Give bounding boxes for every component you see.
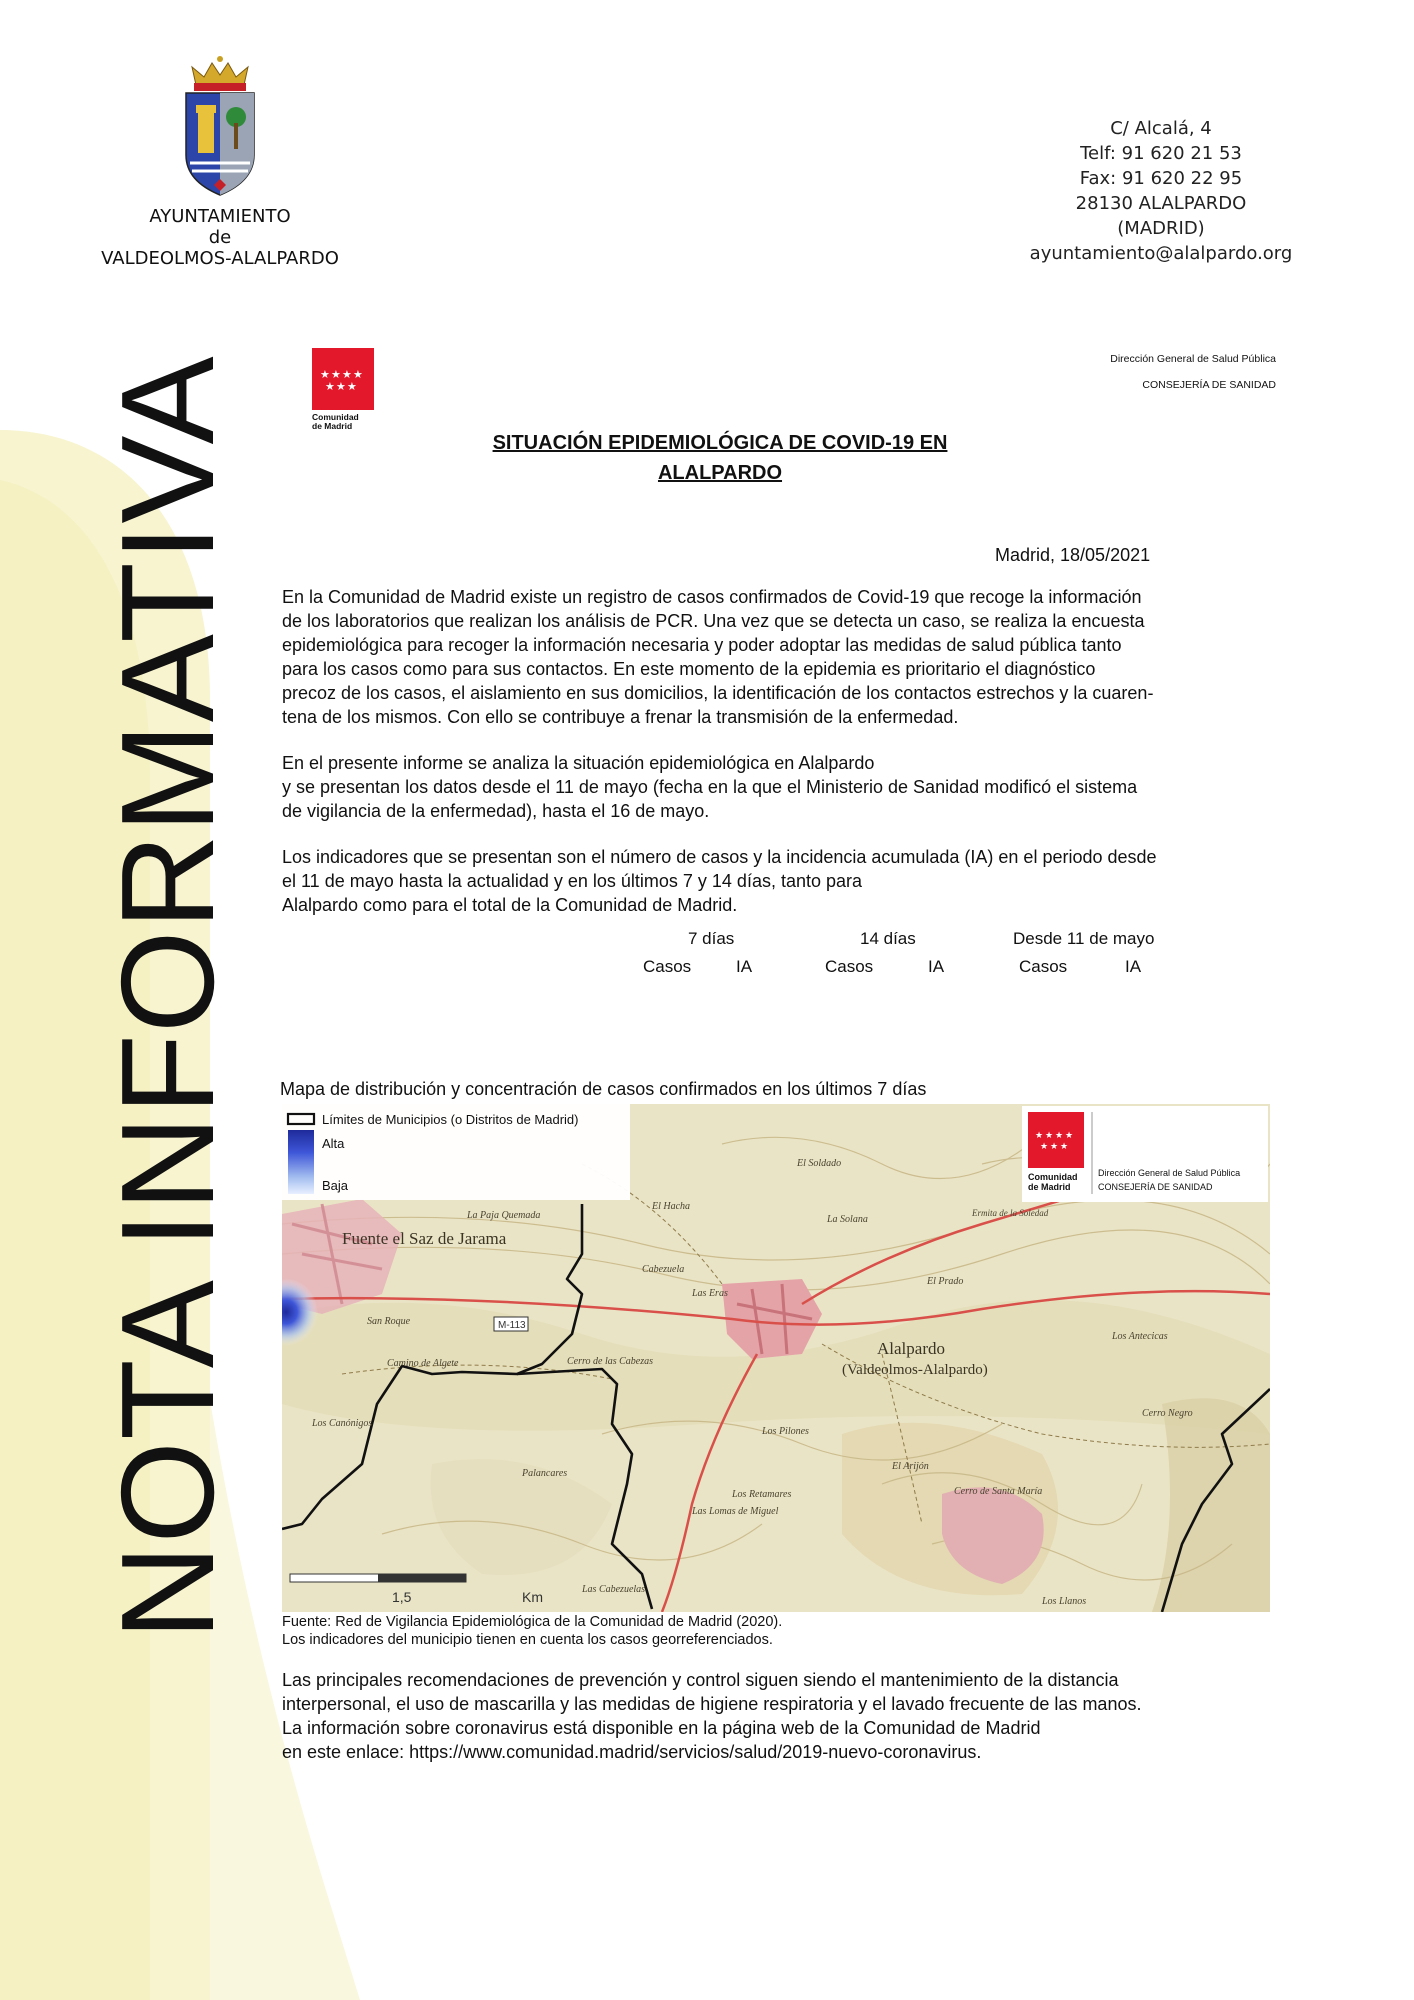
- madrid-stars-icon: [312, 348, 374, 410]
- svg-text:★: ★: [331, 368, 341, 381]
- title-line: ALALPARDO: [657, 462, 783, 484]
- municipality-name-line: VALDEOLMOS-ALALPARDO: [101, 248, 339, 269]
- map-logo-line: de Madrid: [1028, 1182, 1071, 1192]
- paragraph-line: tena de los mismos. Con ello se contribuye a frenar la transmisión de la enfermedad.: [282, 707, 959, 727]
- contact-email[interactable]: ayuntamiento@alalpardo.org: [1029, 243, 1293, 264]
- map-label: Ermita de la Soledad: [972, 1208, 1049, 1218]
- map-label: Camino de Algete: [387, 1358, 459, 1369]
- recommendations-paragraph: [282, 1668, 1282, 1764]
- map-label: La Paja Quemada: [467, 1210, 541, 1221]
- svg-text:★: ★: [1040, 1142, 1049, 1152]
- map-logo-line: Comunidad: [1028, 1172, 1078, 1182]
- indicators-paragraph: [282, 845, 1282, 917]
- svg-text:★: ★: [347, 380, 357, 393]
- svg-text:★: ★: [1055, 1131, 1064, 1141]
- map-label: Los Llanos: [1042, 1596, 1087, 1607]
- table-group-header: Desde 11 de mayo: [1013, 929, 1155, 948]
- paragraph-line: Las principales recomendaciones de prevención y control siguen siendo el mantenimiento de la distancia: [282, 1670, 1119, 1690]
- map-label: Cabezuela: [642, 1264, 685, 1275]
- contact-fax: Fax: 91 620 22 95: [1079, 168, 1243, 189]
- map-label: Las Eras: [692, 1288, 728, 1299]
- map-label: Los Canónigos: [312, 1418, 373, 1429]
- road-label: M-113: [498, 1320, 526, 1331]
- svg-text:★: ★: [1035, 1131, 1044, 1141]
- contact-address: C/ Alcalá, 4: [1110, 118, 1212, 139]
- map-label: San Roque: [367, 1316, 411, 1327]
- contact-postal: 28130 ALALPARDO: [1075, 193, 1247, 214]
- cm-logo-line: Comunidad: [312, 412, 359, 422]
- page-title: [330, 428, 1110, 488]
- map-label: Cerro Negro: [1142, 1408, 1193, 1419]
- map-label: La Solana: [827, 1214, 868, 1225]
- map-label: Los Pilones: [762, 1426, 809, 1437]
- banner-nota-informativa: NOTA INFORMATIVA: [94, 355, 241, 1640]
- municipality-name-line: de: [208, 227, 232, 248]
- map-label: Los Retamares: [732, 1489, 792, 1500]
- paragraph-line: La información sobre coronavirus está disponible en la página web de la Comunidad de Madrid: [282, 1718, 1041, 1738]
- source-note: [282, 1613, 782, 1649]
- paragraph-line: En la Comunidad de Madrid existe un registro de casos confirmados de Covid-19 que recoge la información: [282, 587, 1142, 607]
- contact-phone: Telf: 91 620 21 53: [1080, 143, 1242, 164]
- municipality-contact: [1000, 116, 1322, 266]
- table-subheader: Casos: [825, 957, 874, 976]
- title-line: SITUACIÓN EPIDEMIOLÓGICA DE COVID-19 EN: [492, 432, 948, 454]
- map-label: Las Cabezuelas: [582, 1584, 646, 1595]
- paragraph-line: para los casos como para sus contactos. En este momento de la epidemia es prioritario el diagnóstico: [282, 659, 1096, 679]
- paragraph-line: y se presentan los datos desde el 11 de mayo (fecha en la que el Ministerio de Sanidad modificó el sistema: [282, 777, 1138, 797]
- map-caption: Mapa de distribución y concentración de casos confirmados en los últimos 7 días: [280, 1079, 927, 1099]
- municipal-crest-icon: [178, 55, 262, 201]
- svg-text:★: ★: [1050, 1142, 1059, 1152]
- table-group-header: 7 días: [688, 929, 735, 948]
- consejeria: CONSEJERÍA DE SANIDAD: [1142, 379, 1276, 391]
- paragraph-line[interactable]: en este enlace: https://www.comunidad.madrid/servicios/salud/2019-nuevo-coronavirus.: [282, 1742, 982, 1762]
- svg-text:★: ★: [336, 380, 346, 393]
- legend-boundary: Límites de Municipios (o Distritos de Madrid): [322, 1112, 579, 1127]
- paragraph-line: Alalpardo como para el total de la Comunidad de Madrid.: [282, 895, 738, 915]
- map-logo: [1022, 1106, 1268, 1202]
- paragraph-line: interpersonal, el uso de mascarilla y las medidas de higiene respiratoria y el lavado frecuente de las manos.: [282, 1694, 1142, 1714]
- paragraph-line: En el presente informe se analiza la situación epidemiológica en Alalpardo: [282, 753, 875, 773]
- map-legend: [282, 1104, 630, 1200]
- table-subheader: IA: [736, 957, 753, 976]
- table-group-header: 14 días: [860, 929, 916, 948]
- map-label: El Soldado: [797, 1158, 842, 1169]
- source-line: Los indicadores del municipio tienen en cuenta los casos georreferenciados.: [282, 1632, 773, 1648]
- municipality-name-line: AYUNTAMIENTO: [149, 206, 291, 227]
- comunidad-madrid-logo: [312, 348, 374, 434]
- department-header: [1030, 346, 1276, 398]
- map-label: El Prado: [927, 1276, 964, 1287]
- svg-text:★: ★: [1065, 1131, 1074, 1141]
- paragraph-line: epidemiológica para recoger la información necesaria y poder adoptar las medidas de salud pública tanto: [282, 635, 1122, 655]
- table-subheader: IA: [1125, 957, 1142, 976]
- svg-text:★: ★: [325, 380, 335, 393]
- table-subheader: IA: [928, 957, 945, 976]
- scale-value: 1,5: [392, 1589, 412, 1605]
- paragraph-line: Los indicadores que se presentan son el número de casos y la incidencia acumulada (IA) en el periodo desde: [282, 847, 1157, 867]
- map-label: El Arijón: [892, 1461, 929, 1472]
- map-label: Las Lomas de Miguel: [692, 1506, 779, 1517]
- source-line: Fuente: Red de Vigilancia Epidemiológica de la Comunidad de Madrid (2020).: [282, 1614, 783, 1630]
- map-label: El Hacha: [652, 1201, 691, 1212]
- map-label: Los Antecicas: [1112, 1331, 1168, 1342]
- svg-text:★: ★: [1045, 1131, 1054, 1141]
- svg-text:★: ★: [342, 368, 352, 381]
- map-label: Palancares: [522, 1468, 568, 1479]
- map-label: Fuente el Saz de Jarama: [342, 1229, 507, 1248]
- report-date: Madrid, 18/05/2021: [995, 545, 1151, 565]
- contact-region: (MADRID): [1117, 218, 1205, 239]
- scope-paragraph: [282, 751, 1282, 823]
- legend-low: Baja: [322, 1178, 349, 1193]
- intensity-swatch: [288, 1130, 314, 1194]
- svg-text:★: ★: [320, 368, 330, 381]
- map-label: Cerro de las Cabezas: [567, 1356, 654, 1367]
- municipality-name: [90, 206, 350, 269]
- case-distribution-map: [282, 1104, 1270, 1612]
- scale-unit: Km: [522, 1589, 543, 1605]
- direccion-general: Dirección General de Salud Pública: [1110, 353, 1276, 365]
- map-label: Cerro de Santa María: [954, 1486, 1043, 1497]
- map-logo-right: CONSEJERÍA DE SANIDAD: [1098, 1182, 1213, 1192]
- svg-text:★: ★: [1060, 1142, 1069, 1152]
- map-logo-right: Dirección General de Salud Pública: [1098, 1168, 1241, 1178]
- table-subheader: Casos: [643, 957, 692, 976]
- svg-text:★: ★: [353, 368, 363, 381]
- legend-high: Alta: [322, 1136, 345, 1151]
- paragraph-line: precoz de los casos, el aislamiento en sus domicilios, la identificación de los contactos estrechos y la cuaren-: [282, 683, 1154, 703]
- paragraph-line: de vigilancia de la enfermedad), hasta el 16 de mayo.: [282, 801, 710, 821]
- intro-paragraph: [282, 585, 1282, 729]
- paragraph-line: de los laboratorios que realizan los análisis de PCR. Una vez que se detecta un caso, se realiza la encuesta: [282, 611, 1145, 631]
- cm-logo-line: de Madrid: [312, 421, 353, 431]
- paragraph-line: el 11 de mayo hasta la actualidad y en los últimos 7 y 14 días, tanto para: [282, 871, 863, 891]
- map-label: Alalpardo: [877, 1339, 945, 1358]
- map-label: (Valdeolmos-Alalpardo): [842, 1362, 988, 1378]
- table-subheader: Casos: [1019, 957, 1068, 976]
